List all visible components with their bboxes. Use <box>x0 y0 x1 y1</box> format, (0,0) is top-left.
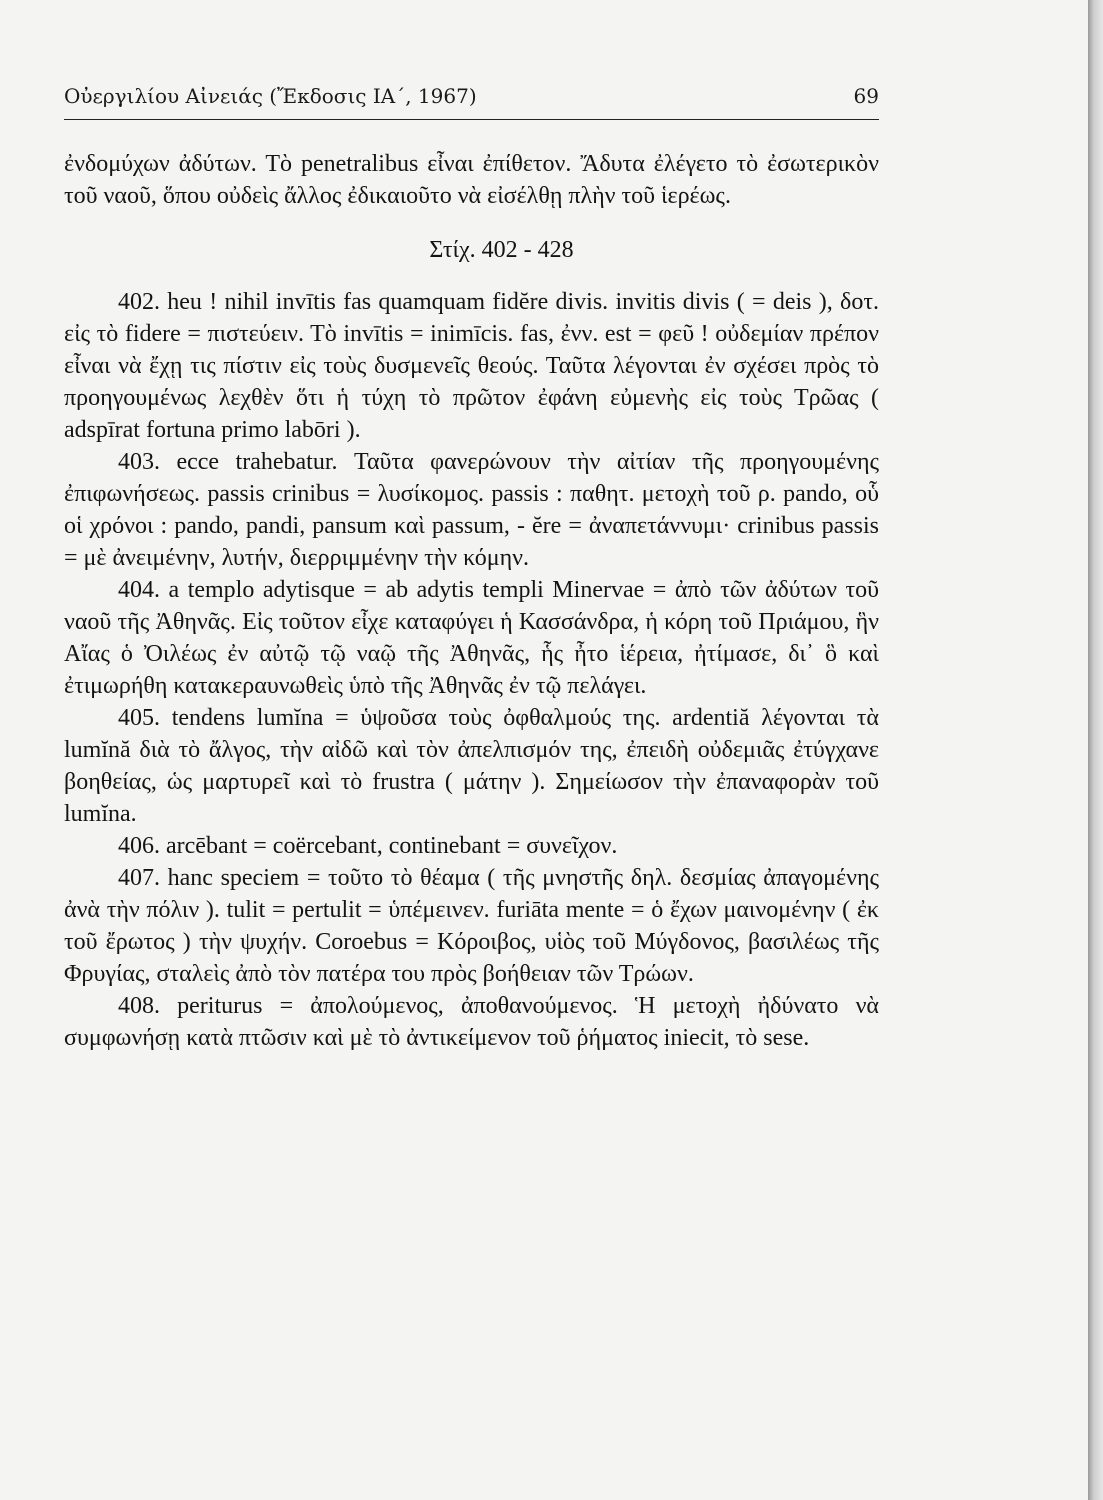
running-header <box>64 84 879 120</box>
header-rule <box>64 119 879 120</box>
note-407: 407. hanc speciem = τοῦτο τὸ θέαμα ( τῆς μνηστῆς δηλ. δεσμίας ἀπαγομένης ἀνὰ τὴν πόλιν ). tulit = pertulit = ὑπέμεινεν. furiāta mente = ὁ ἔχων μαινομένην ( ἐκ τοῦ ἔρωτος ) τὴν ψυχήν. Coroebus = Κόροιβος, υἱὸς τοῦ Μύγδονος, βασιλέως τῆς Φρυγίας, σταλεὶς ἀπὸ τὸν πατέρα του πρὸς βοήθειαν τῶν Τρώων. <box>64 865 879 987</box>
intro-paragraph: ἐνδομύχων ἀδύτων. Τὸ penetralibus εἶναι ἐπίθετον. Ἄδυτα ἐλέγετο τὸ ἐσωτερικὸν τοῦ ναοῦ, ὅπου οὐδεὶς ἄλλος ἐδικαιοῦτο νὰ εἰσέλθῃ πλὴν τοῦ ἱερέως. <box>64 151 879 209</box>
note-402: 402. heu ! nihil invītis fas quamquam fidĕre divis. invitis divis ( = deis ), δοτ. εἰς τὸ fidere = πιστεύειν. Τὸ invītis = inimīcis. fas, ἐνν. est = φεῦ ! οὐδεμίαν πρέπον εἶναι νὰ ἔχῃ τις πίστιν εἰς τοὺς δυσμενεῖς θεούς. Ταῦτα λέγονται ἐν σχέσει πρὸς τὸ προηγουμένως λεχθὲν ὅτι ἡ τύχη τὸ πρῶτον ἐφάνη εὐμενὴς εἰς τοὺς Τρῶας ( adspīrat fortuna primo labōri ). <box>64 289 879 443</box>
note-403: 403. ecce trahebatur. Ταῦτα φανερώνουν τὴν αἰτίαν τῆς προηγουμένης ἐπιφωνήσεως. passis crinibus = λυσίκομος. passis : παθητ. μετοχὴ τοῦ ρ. pando, οὗ οἱ χρόνοι : pando, pandi, pansum καὶ passum, - ĕre = ἀναπετάννυμι· crinibus passis = μὲ ἀνειμένην, λυτήν, διερριμμένην τὴν κόμην. <box>64 449 879 571</box>
note-404: 404. a templo adytisque = ab adytis templi Minervae = ἀπὸ τῶν ἀδύτων τοῦ ναοῦ τῆς Ἀθηνᾶς. Εἰς τοῦτον εἶχε καταφύγει ἡ Κασσάνδρα, ἡ κόρη τοῦ Πριάμου, ἣν Αἴας ὁ Ὀιλέως ἐν αὐτῷ τῷ ναῷ τῆς Ἀθηνᾶς, ἧς ἦτο ἱέρεια, ἠτίμασε, δι᾽ ὃ καὶ ἐτιμωρήθη κατακεραυνωθεὶς ὑπὸ τῆς Ἀθηνᾶς ἐν τῷ πελάγει. <box>64 577 879 699</box>
note-408: 408. periturus = ἀπολούμενος, ἀποθανούμενος. Ἡ μετοχὴ ἠδύνατο νὰ συμφωνήσῃ κατὰ πτῶσιν καὶ μὲ τὸ ἀντικείμενον τοῦ ῥήματος iniecit, τὸ sese. <box>64 993 879 1051</box>
page-number: 69 <box>853 84 879 108</box>
note-406: 406. arcēbant = coërcebant, continebant = συνεῖχον. <box>118 833 618 859</box>
note-405: 405. tendens lumĭna = ὑψοῦσα τοὺς ὀφθαλμούς της. ardentiă λέγονται τὰ lumĭnă διὰ τὸ ἄλγος, τὴν αἰδῶ καὶ τὸν ἀπελπισμόν της, ἐπειδὴ οὐδεμιᾶς ἐτύγχανε βοηθείας, ὡς μαρτυρεῖ καὶ τὸ frustra ( μάτην ). Σημείωσον τὴν ἐπαναφορὰν τοῦ lumĭna. <box>64 705 879 827</box>
page-edge <box>1088 0 1103 1500</box>
commentary-body <box>64 148 879 1054</box>
section-heading: Στίχ. 402 - 428 <box>429 237 574 263</box>
running-title: Οὐεργιλίου Αἰνειάς (Ἔκδοσις ΙΑ΄, 1967) <box>64 84 477 108</box>
